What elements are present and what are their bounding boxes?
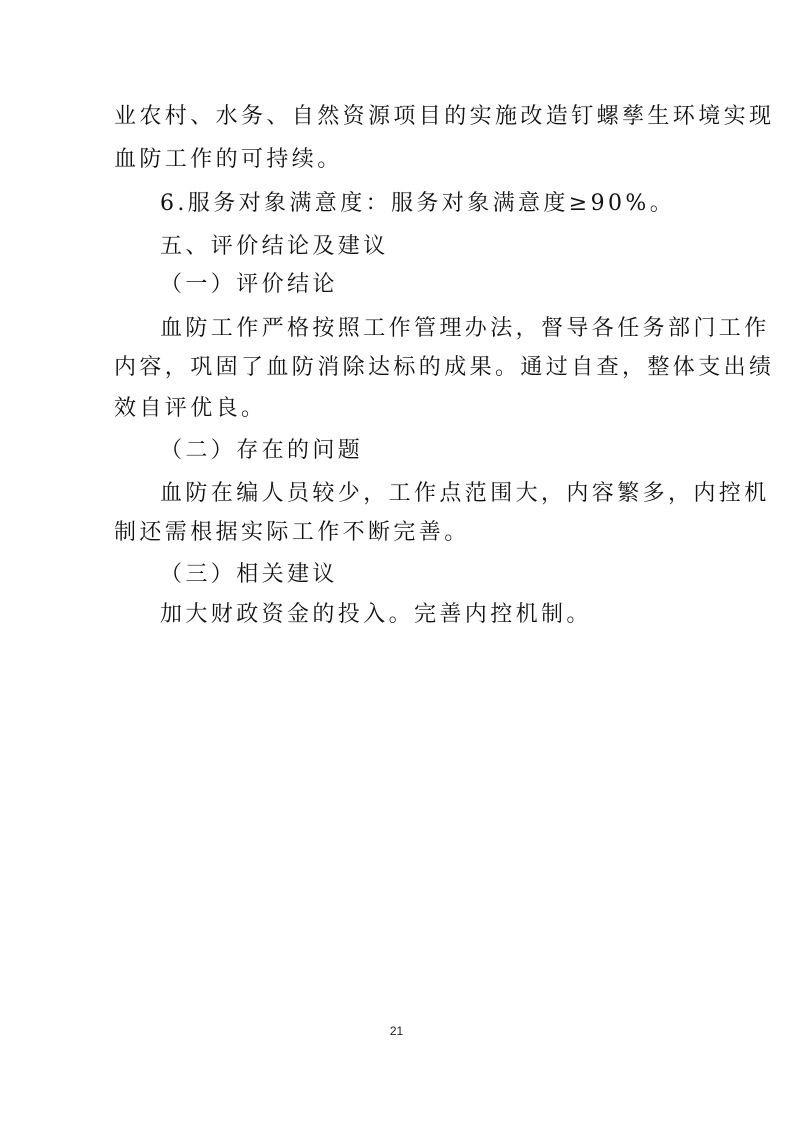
body-text-line: 血防工作严格按照工作管理办法，督导各任务部门工作 (160, 316, 770, 341)
body-text-line: 6.服务对象满意度：服务对象满意度≥90%。 (160, 191, 676, 216)
body-text-line: 制还需根据实际工作不断完善。 (114, 520, 470, 545)
section-heading: 五、评价结论及建议 (160, 234, 389, 259)
subsection-heading: （一）评价结论 (160, 272, 338, 297)
page-number: 21 (389, 1024, 404, 1038)
body-text-line: 血防在编人员较少，工作点范围大，内容繁多，内控机 (160, 481, 770, 506)
body-text-line: 血防工作的可持续。 (114, 147, 343, 172)
subsection-heading: （二）存在的问题 (160, 438, 364, 463)
body-text-line: 内容，巩固了血防消除达标的成果。通过自查，整体支出绩 (114, 355, 775, 380)
body-text-line: 加大财政资金的投入。完善内控机制。 (160, 602, 592, 627)
subsection-heading: （三）相关建议 (160, 562, 338, 587)
body-text-line: 业农村、水务、自然资源项目的实施改造钉螺孳生环境实现 (114, 104, 775, 129)
body-text-line: 效自评优良。 (114, 396, 267, 421)
